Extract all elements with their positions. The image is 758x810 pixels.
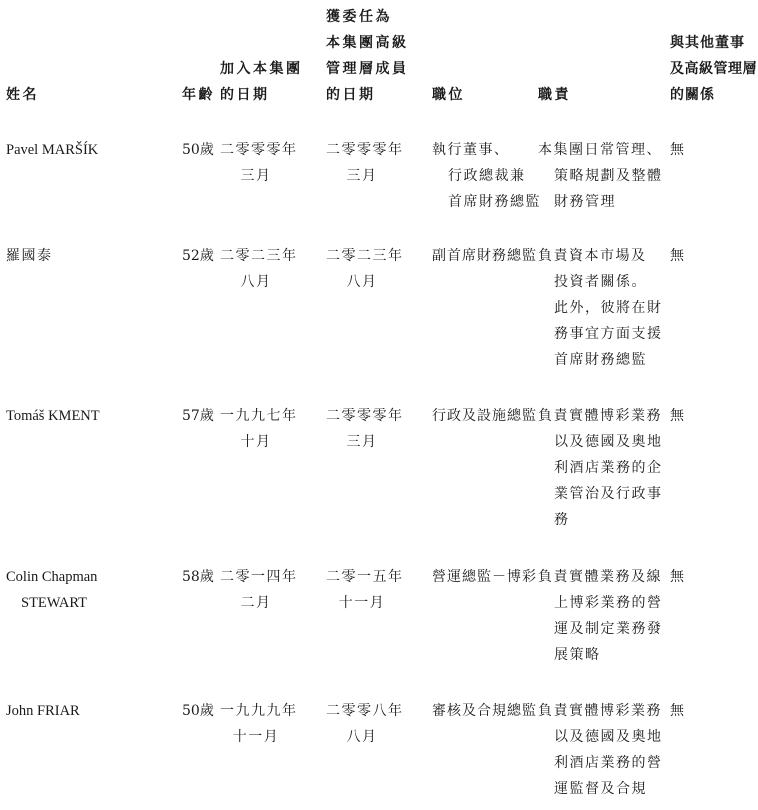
duties-line: 負責實體博彩業務 <box>538 703 662 719</box>
duties-line: 此外，彼將在財 <box>554 300 663 316</box>
appoint-date-line: 二零一五年 <box>326 569 404 585</box>
cell-position <box>432 403 537 429</box>
position-line: 執行董事、 <box>432 142 510 158</box>
cell-join-date <box>220 564 298 616</box>
cell-name <box>6 564 97 616</box>
cell-appoint-date <box>326 243 404 295</box>
position-line: 審核及合規總監 <box>432 703 537 719</box>
join-date-line: 二零零零年 <box>220 142 298 158</box>
duties-line: 策略規劃及整體 <box>554 168 663 184</box>
header-position <box>432 82 465 108</box>
position-line: 副首席財務總監 <box>432 248 537 264</box>
appoint-date-line: 八月 <box>346 274 378 290</box>
header-appoint-date <box>326 4 409 108</box>
header-duties-text: 職責 <box>538 87 571 103</box>
cell-name <box>6 698 80 724</box>
header-name <box>6 82 39 108</box>
join-date-line: 三月 <box>240 168 272 184</box>
header-relationship-line: 的關係 <box>670 87 715 103</box>
duties-line: 展策略 <box>554 647 601 663</box>
header-relationship-line: 及高級管理層 <box>670 61 757 77</box>
join-date-line: 十一月 <box>232 729 280 745</box>
cell-appoint-date <box>326 137 404 189</box>
duties-line: 上博彩業務的營 <box>554 595 663 611</box>
name-line: 羅國泰 <box>6 248 53 264</box>
cell-relationship <box>670 137 686 163</box>
cell-duties <box>538 243 663 373</box>
header-age-text: 年齡 <box>182 87 215 103</box>
header-relationship <box>670 30 757 108</box>
cell-duties <box>538 564 663 668</box>
cell-position <box>432 564 537 590</box>
cell-relationship <box>670 403 686 429</box>
cell-relationship <box>670 243 686 269</box>
position-line: 首席財務總監 <box>448 194 541 210</box>
join-date-line: 二月 <box>240 595 272 611</box>
appoint-date-line: 三月 <box>346 168 378 184</box>
header-appoint-date-line: 本集團高級 <box>326 35 409 51</box>
age-text: 50歲 <box>182 142 214 158</box>
header-join-date-line: 加入本集團 <box>220 61 303 77</box>
cell-appoint-date <box>326 564 404 616</box>
position-line: 行政及設施總監 <box>432 408 537 424</box>
relationship-text: 無 <box>670 248 686 264</box>
cell-duties <box>538 698 663 802</box>
cell-age <box>182 564 214 590</box>
age-text: 58歲 <box>182 569 214 585</box>
duties-line: 以及德國及奧地 <box>554 434 663 450</box>
appoint-date-line: 八月 <box>346 729 378 745</box>
cell-relationship <box>670 564 686 590</box>
cell-name <box>6 137 98 163</box>
cell-age <box>182 698 214 724</box>
cell-join-date <box>220 403 298 455</box>
cell-age <box>182 243 214 269</box>
cell-appoint-date <box>326 403 404 455</box>
name-line: Colin Chapman <box>6 569 98 585</box>
position-line: 營運總監－博彩 <box>432 569 537 585</box>
header-relationship-line: 與其他董事 <box>670 35 745 51</box>
cell-relationship <box>670 698 686 724</box>
join-date-line: 十月 <box>240 434 272 450</box>
header-duties <box>538 82 571 108</box>
cell-position <box>432 698 537 724</box>
header-position-text: 職位 <box>432 87 465 103</box>
duties-line: 業管治及行政事 <box>554 486 663 502</box>
cell-appoint-date <box>326 698 404 750</box>
duties-line: 務事宜方面支援 <box>554 326 663 342</box>
name-line: John FRIAR <box>6 703 80 719</box>
cell-name <box>6 403 100 429</box>
appoint-date-line: 十一月 <box>338 595 386 611</box>
cell-join-date <box>220 137 298 189</box>
position-line: 行政總裁兼 <box>448 168 526 184</box>
cell-duties <box>538 137 663 215</box>
relationship-text: 無 <box>670 142 686 158</box>
join-date-line: 八月 <box>240 274 272 290</box>
header-name-text: 姓名 <box>6 87 39 103</box>
appoint-date-line: 二零二三年 <box>326 248 404 264</box>
join-date-line: 一九九九年 <box>220 703 298 719</box>
duties-line: 負責資本市場及 <box>538 248 647 264</box>
duties-line: 利酒店業務的營 <box>554 755 663 771</box>
cell-duties <box>538 403 663 533</box>
cell-position <box>432 243 537 269</box>
relationship-text: 無 <box>670 569 686 585</box>
join-date-line: 二零二三年 <box>220 248 298 264</box>
duties-line: 以及德國及奧地 <box>554 729 663 745</box>
cell-position <box>432 137 541 215</box>
age-text: 57歲 <box>182 408 214 424</box>
relationship-text: 無 <box>670 408 686 424</box>
appoint-date-line: 二零零零年 <box>326 142 404 158</box>
cell-age <box>182 403 214 429</box>
duties-line: 運及制定業務發 <box>554 621 663 637</box>
header-join-date <box>220 56 303 108</box>
duties-line: 投資者關係。 <box>554 274 647 290</box>
header-join-date-line: 的日期 <box>220 87 270 103</box>
cell-age <box>182 137 214 163</box>
header-appoint-date-line: 管理層成員 <box>326 61 409 77</box>
header-appoint-date-line: 獲委任為 <box>326 9 392 25</box>
age-text: 50歲 <box>182 703 214 719</box>
duties-line: 本集團日常管理、 <box>538 142 662 158</box>
join-date-line: 二零一四年 <box>220 569 298 585</box>
header-age <box>182 82 215 108</box>
duties-line: 務 <box>554 512 570 528</box>
duties-line: 負責實體博彩業務 <box>538 408 662 424</box>
duties-line: 財務管理 <box>554 194 616 210</box>
appoint-date-line: 三月 <box>346 434 378 450</box>
name-line: Tomáš KMENT <box>6 408 100 424</box>
relationship-text: 無 <box>670 703 686 719</box>
appoint-date-line: 二零零零年 <box>326 408 404 424</box>
duties-line: 運監督及合規 <box>554 781 647 797</box>
cell-join-date <box>220 243 298 295</box>
duties-line: 利酒店業務的企 <box>554 460 663 476</box>
cell-join-date <box>220 698 298 750</box>
cell-name <box>6 243 53 269</box>
join-date-line: 一九九七年 <box>220 408 298 424</box>
name-line: Pavel MARŠÍK <box>6 142 99 158</box>
duties-line: 首席財務總監 <box>554 352 647 368</box>
appoint-date-line: 二零零八年 <box>326 703 404 719</box>
duties-line: 負責實體業務及線 <box>538 569 662 585</box>
name-line: STEWART <box>21 595 87 611</box>
age-text: 52歲 <box>182 248 214 264</box>
header-appoint-date-line: 的日期 <box>326 87 376 103</box>
